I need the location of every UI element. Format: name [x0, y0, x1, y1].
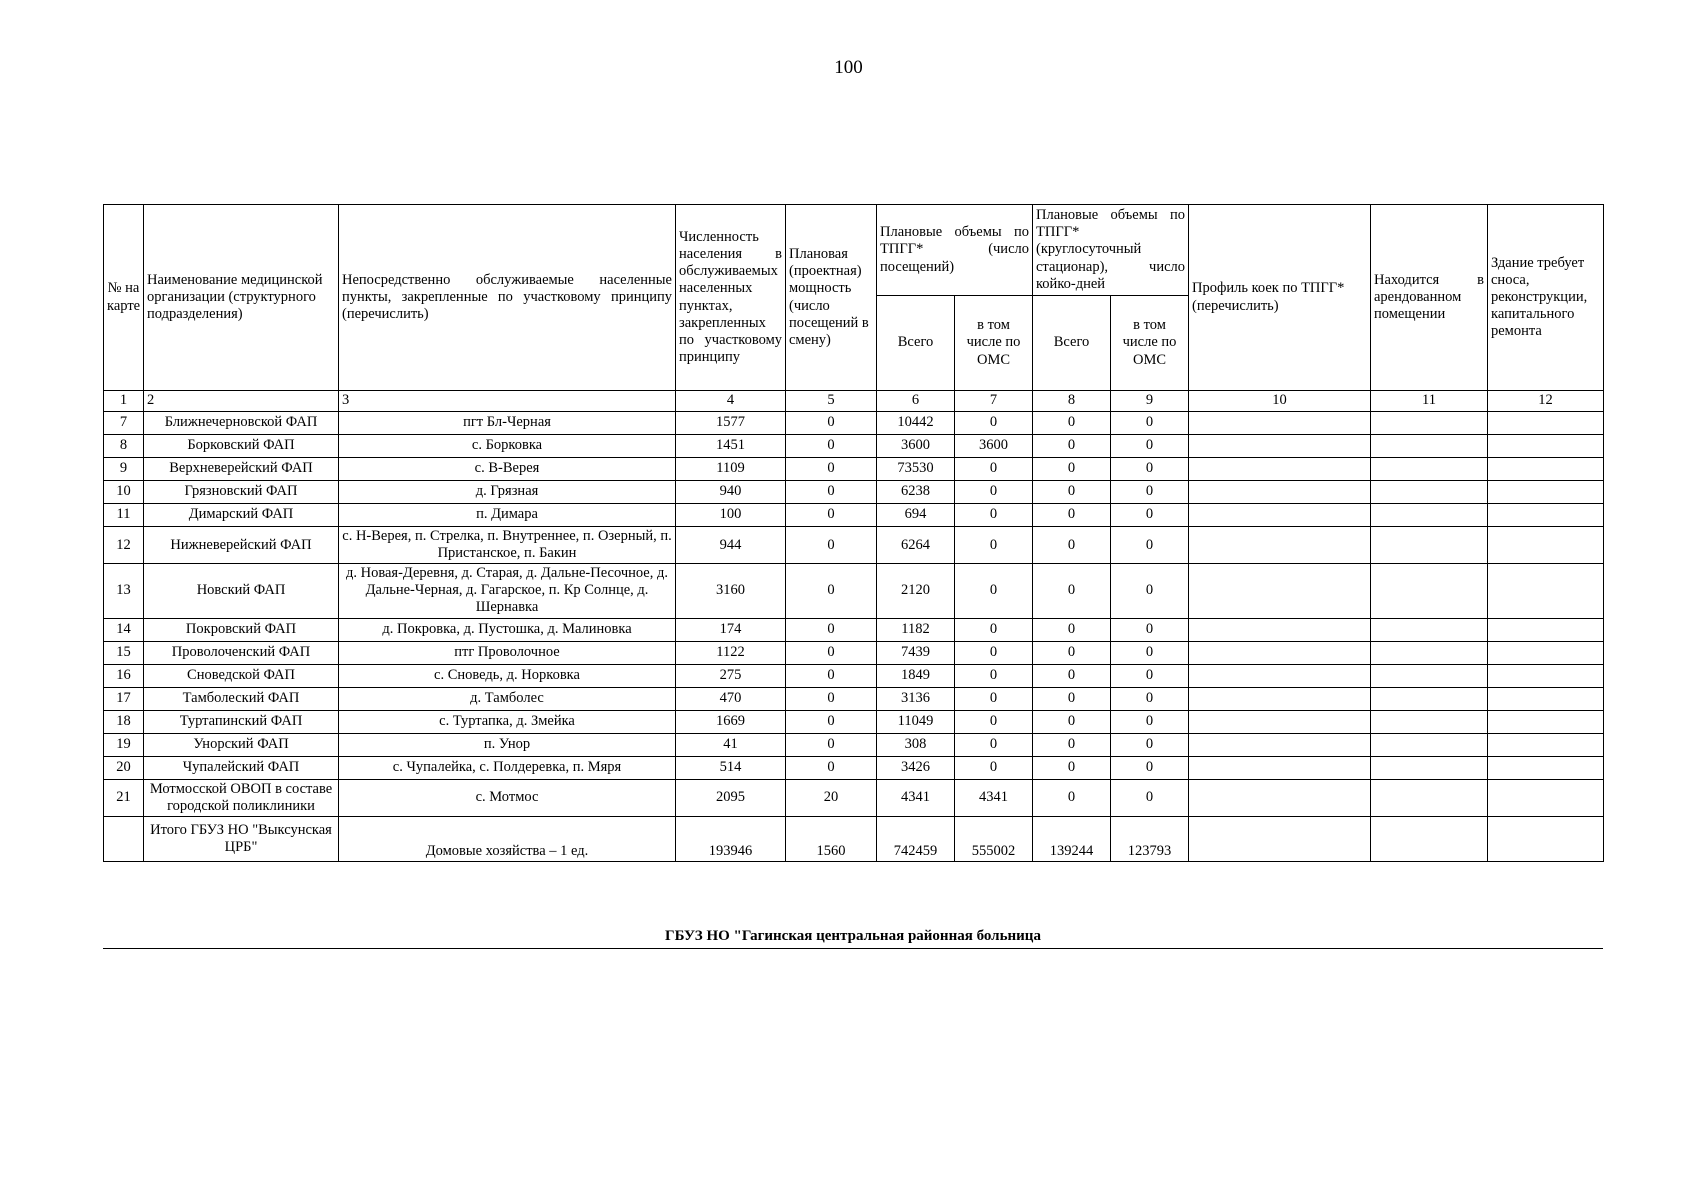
row-beds-oms: 0: [1111, 412, 1189, 435]
row-beds-total: 0: [1033, 564, 1111, 618]
total-profile: [1189, 816, 1371, 861]
total-population: 193946: [676, 816, 786, 861]
row-settlements: с. Чупалейка, с. Полдеревка, п. Мяря: [339, 756, 676, 779]
row-settlements: д. Покровка, д. Пустошка, д. Малиновка: [339, 618, 676, 641]
row-visits-oms: 0: [955, 733, 1033, 756]
row-beds-oms: 0: [1111, 687, 1189, 710]
row-population: 1669: [676, 710, 786, 733]
row-num: 17: [104, 687, 144, 710]
row-demolition: [1488, 564, 1604, 618]
row-beds-oms: 0: [1111, 527, 1189, 564]
total-beds-oms: 123793: [1111, 816, 1189, 861]
header-beds-total: Всего: [1033, 296, 1111, 391]
total-settlements: Домовые хозяйства – 1 ед.: [339, 816, 676, 861]
row-capacity: 0: [786, 664, 877, 687]
row-capacity: 0: [786, 435, 877, 458]
total-beds-total: 139244: [1033, 816, 1111, 861]
row-beds-total: 0: [1033, 779, 1111, 816]
row-demolition: [1488, 618, 1604, 641]
table-row: [104, 756, 1604, 779]
row-population: 100: [676, 504, 786, 527]
row-population: 41: [676, 733, 786, 756]
header-visits-total: Всего: [877, 296, 955, 391]
row-capacity: 20: [786, 779, 877, 816]
row-settlements: д. Грязная: [339, 481, 676, 504]
row-num: 12: [104, 527, 144, 564]
row-beds-oms: 0: [1111, 481, 1189, 504]
row-num: 7: [104, 412, 144, 435]
column-number: 5: [786, 391, 877, 412]
row-visits-total: 11049: [877, 710, 955, 733]
column-number: 11: [1371, 391, 1488, 412]
row-visits-oms: 0: [955, 458, 1033, 481]
row-beds-total: 0: [1033, 664, 1111, 687]
row-profile: [1189, 504, 1371, 527]
row-visits-total: 308: [877, 733, 955, 756]
row-profile: [1189, 664, 1371, 687]
row-demolition: [1488, 756, 1604, 779]
column-number: 4: [676, 391, 786, 412]
row-beds-total: 0: [1033, 641, 1111, 664]
row-settlements: п. Димара: [339, 504, 676, 527]
row-num: 14: [104, 618, 144, 641]
column-number: 3: [339, 391, 676, 412]
row-population: 1109: [676, 458, 786, 481]
row-visits-total: 10442: [877, 412, 955, 435]
row-beds-oms: 0: [1111, 435, 1189, 458]
row-rented: [1371, 527, 1488, 564]
column-number: 12: [1488, 391, 1604, 412]
row-profile: [1189, 641, 1371, 664]
total-row: [104, 816, 1604, 861]
column-number: 9: [1111, 391, 1189, 412]
row-population: 470: [676, 687, 786, 710]
row-rented: [1371, 687, 1488, 710]
row-visits-total: 1849: [877, 664, 955, 687]
row-beds-oms: 0: [1111, 564, 1189, 618]
row-beds-total: 0: [1033, 710, 1111, 733]
row-beds-total: 0: [1033, 756, 1111, 779]
row-rented: [1371, 641, 1488, 664]
header-bed-profile: Профиль коек по ТПГГ* (перечислить): [1189, 205, 1371, 391]
row-name: Покровский ФАП: [144, 618, 339, 641]
row-population: 174: [676, 618, 786, 641]
row-demolition: [1488, 458, 1604, 481]
row-rented: [1371, 435, 1488, 458]
row-name: Проволоченский ФАП: [144, 641, 339, 664]
row-demolition: [1488, 412, 1604, 435]
row-capacity: 0: [786, 641, 877, 664]
table-row: [104, 664, 1604, 687]
row-demolition: [1488, 481, 1604, 504]
row-capacity: 0: [786, 733, 877, 756]
row-num: 16: [104, 664, 144, 687]
row-profile: [1189, 710, 1371, 733]
row-visits-oms: 0: [955, 412, 1033, 435]
row-beds-total: 0: [1033, 412, 1111, 435]
header-num: № на карте: [104, 205, 144, 391]
row-settlements: п. Унор: [339, 733, 676, 756]
row-beds-oms: 0: [1111, 641, 1189, 664]
row-rented: [1371, 564, 1488, 618]
row-settlements: д. Тамболес: [339, 687, 676, 710]
row-profile: [1189, 564, 1371, 618]
row-name: Верхневерейский ФАП: [144, 458, 339, 481]
row-population: 1577: [676, 412, 786, 435]
row-rented: [1371, 756, 1488, 779]
table-row: [104, 504, 1604, 527]
row-visits-oms: 0: [955, 504, 1033, 527]
row-population: 1122: [676, 641, 786, 664]
header-beds-group: Плановые объемы по ТПГГ* (круглосуточный стационар), число койко-дней: [1033, 205, 1189, 296]
row-visits-oms: 4341: [955, 779, 1033, 816]
row-profile: [1189, 435, 1371, 458]
row-visits-oms: 0: [955, 564, 1033, 618]
row-num: 19: [104, 733, 144, 756]
header-visits-group: Плановые объемы по ТПГГ* (число посещений): [877, 205, 1033, 296]
header-beds-oms: в том числе по ОМС: [1111, 296, 1189, 391]
row-rented: [1371, 481, 1488, 504]
row-settlements: пгт Бл-Черная: [339, 412, 676, 435]
row-visits-oms: 3600: [955, 435, 1033, 458]
total-num: [104, 816, 144, 861]
total-capacity: 1560: [786, 816, 877, 861]
row-profile: [1189, 481, 1371, 504]
row-beds-total: 0: [1033, 527, 1111, 564]
row-name: Туртапинский ФАП: [144, 710, 339, 733]
row-beds-total: 0: [1033, 481, 1111, 504]
row-demolition: [1488, 435, 1604, 458]
table-row: [104, 412, 1604, 435]
total-demolition: [1488, 816, 1604, 861]
row-settlements: с. Н-Верея, п. Стрелка, п. Внутреннее, п. Озерный, п. Пристанское, п. Бакин: [339, 527, 676, 564]
row-name: Ближнечерновской ФАП: [144, 412, 339, 435]
total-rented: [1371, 816, 1488, 861]
row-rented: [1371, 618, 1488, 641]
row-settlements: с. Борковка: [339, 435, 676, 458]
total-visits-oms: 555002: [955, 816, 1033, 861]
row-beds-oms: 0: [1111, 733, 1189, 756]
table-row: [104, 641, 1604, 664]
row-capacity: 0: [786, 756, 877, 779]
row-rented: [1371, 412, 1488, 435]
table-row: [104, 687, 1604, 710]
column-number: 10: [1189, 391, 1371, 412]
row-capacity: 0: [786, 458, 877, 481]
row-name: Чупалейский ФАП: [144, 756, 339, 779]
row-num: 13: [104, 564, 144, 618]
row-rented: [1371, 779, 1488, 816]
row-visits-oms: 0: [955, 618, 1033, 641]
row-settlements: с. Мотмос: [339, 779, 676, 816]
table-row: [104, 618, 1604, 641]
row-name: Новский ФАП: [144, 564, 339, 618]
row-beds-oms: 0: [1111, 710, 1189, 733]
table-row: [104, 710, 1604, 733]
row-profile: [1189, 618, 1371, 641]
row-visits-oms: 0: [955, 527, 1033, 564]
header-demolition: Здание требует сноса, реконструкции, капитального ремонта: [1488, 205, 1604, 391]
row-demolition: [1488, 641, 1604, 664]
row-visits-total: 4341: [877, 779, 955, 816]
row-rented: [1371, 733, 1488, 756]
column-numbers-row: [104, 391, 1604, 412]
row-beds-oms: 0: [1111, 458, 1189, 481]
table-row: [104, 564, 1604, 618]
row-capacity: 0: [786, 687, 877, 710]
row-beds-oms: 0: [1111, 504, 1189, 527]
row-num: 11: [104, 504, 144, 527]
row-population: 514: [676, 756, 786, 779]
row-visits-total: 1182: [877, 618, 955, 641]
row-visits-total: 73530: [877, 458, 955, 481]
row-num: 20: [104, 756, 144, 779]
row-name: Борковский ФАП: [144, 435, 339, 458]
row-profile: [1189, 733, 1371, 756]
row-capacity: 0: [786, 412, 877, 435]
row-name: Грязновский ФАП: [144, 481, 339, 504]
table-row: [104, 435, 1604, 458]
row-profile: [1189, 412, 1371, 435]
row-population: 275: [676, 664, 786, 687]
column-number: 1: [104, 391, 144, 412]
header-capacity: Плановая (проектная) мощность (число посещений в смену): [786, 205, 877, 391]
row-rented: [1371, 664, 1488, 687]
row-demolition: [1488, 687, 1604, 710]
row-demolition: [1488, 710, 1604, 733]
row-capacity: 0: [786, 710, 877, 733]
column-number: 7: [955, 391, 1033, 412]
page-number: 100: [834, 57, 863, 78]
row-settlements: с. Туртапка, д. Змейка: [339, 710, 676, 733]
table-row: [104, 527, 1604, 564]
row-name: Димарский ФАП: [144, 504, 339, 527]
header-population: Численность населения в обслуживаемых населенных пунктах, закрепленных по участковому принципу: [676, 205, 786, 391]
row-num: 21: [104, 779, 144, 816]
table-body: [104, 412, 1604, 817]
row-demolition: [1488, 504, 1604, 527]
row-visits-oms: 0: [955, 641, 1033, 664]
row-rented: [1371, 504, 1488, 527]
row-beds-total: 0: [1033, 435, 1111, 458]
row-beds-total: 0: [1033, 458, 1111, 481]
row-name: Тамболеский ФАП: [144, 687, 339, 710]
header-visits-oms: в том числе по ОМС: [955, 296, 1033, 391]
header-rented: Находится в арендованном помещении: [1371, 205, 1488, 391]
row-num: 15: [104, 641, 144, 664]
row-capacity: 0: [786, 564, 877, 618]
row-beds-oms: 0: [1111, 664, 1189, 687]
row-capacity: 0: [786, 481, 877, 504]
row-settlements: д. Новая-Деревня, д. Старая, д. Дальне-Песочное, д. Дальне-Черная, д. Гагарское, п. Кр Солнце, д. Шернавка: [339, 564, 676, 618]
row-visits-total: 694: [877, 504, 955, 527]
total-name: Итого ГБУЗ НО "Выксунская ЦРБ": [144, 816, 339, 861]
row-demolition: [1488, 733, 1604, 756]
row-name: Сноведской ФАП: [144, 664, 339, 687]
facilities-table: [103, 204, 1604, 862]
row-visits-total: 6264: [877, 527, 955, 564]
row-visits-oms: 0: [955, 710, 1033, 733]
row-visits-total: 3136: [877, 687, 955, 710]
row-visits-oms: 0: [955, 664, 1033, 687]
row-visits-total: 3426: [877, 756, 955, 779]
row-name: Нижневерейский ФАП: [144, 527, 339, 564]
divider: [103, 948, 1603, 949]
row-beds-total: 0: [1033, 733, 1111, 756]
row-beds-total: 0: [1033, 687, 1111, 710]
row-beds-total: 0: [1033, 618, 1111, 641]
row-profile: [1189, 779, 1371, 816]
row-beds-oms: 0: [1111, 756, 1189, 779]
row-rented: [1371, 458, 1488, 481]
total-visits-total: 742459: [877, 816, 955, 861]
row-name: Унорский ФАП: [144, 733, 339, 756]
row-population: 1451: [676, 435, 786, 458]
row-settlements: с. В-Верея: [339, 458, 676, 481]
row-profile: [1189, 756, 1371, 779]
row-capacity: 0: [786, 618, 877, 641]
column-number: 6: [877, 391, 955, 412]
table-row: [104, 733, 1604, 756]
row-visits-oms: 0: [955, 481, 1033, 504]
column-number: 8: [1033, 391, 1111, 412]
row-capacity: 0: [786, 504, 877, 527]
row-beds-oms: 0: [1111, 618, 1189, 641]
row-num: 8: [104, 435, 144, 458]
row-visits-oms: 0: [955, 687, 1033, 710]
row-num: 18: [104, 710, 144, 733]
table-row: [104, 481, 1604, 504]
header-name: Наименование медицинской организации (структурного подразделения): [144, 205, 339, 391]
row-beds-total: 0: [1033, 504, 1111, 527]
row-settlements: с. Сноведь, д. Норковка: [339, 664, 676, 687]
row-num: 9: [104, 458, 144, 481]
row-visits-total: 6238: [877, 481, 955, 504]
row-visits-oms: 0: [955, 756, 1033, 779]
row-num: 10: [104, 481, 144, 504]
column-number: 2: [144, 391, 339, 412]
row-beds-oms: 0: [1111, 779, 1189, 816]
row-population: 2095: [676, 779, 786, 816]
header-settlements: Непосредственно обслуживаемые населенные пункты, закрепленные по участковому принципу (перечислить): [339, 205, 676, 391]
row-settlements: птг Проволочное: [339, 641, 676, 664]
row-visits-total: 3600: [877, 435, 955, 458]
row-demolition: [1488, 779, 1604, 816]
row-population: 944: [676, 527, 786, 564]
row-population: 940: [676, 481, 786, 504]
table-row: [104, 458, 1604, 481]
row-rented: [1371, 710, 1488, 733]
row-profile: [1189, 458, 1371, 481]
row-demolition: [1488, 527, 1604, 564]
row-capacity: 0: [786, 527, 877, 564]
table-row: [104, 779, 1604, 816]
row-population: 3160: [676, 564, 786, 618]
row-name: Мотмосской ОВОП в составе городской поликлиники: [144, 779, 339, 816]
row-visits-total: 2120: [877, 564, 955, 618]
row-demolition: [1488, 664, 1604, 687]
row-profile: [1189, 687, 1371, 710]
row-profile: [1189, 527, 1371, 564]
row-visits-total: 7439: [877, 641, 955, 664]
next-section-title: ГБУЗ НО "Гагинская центральная районная больница: [665, 928, 1041, 944]
